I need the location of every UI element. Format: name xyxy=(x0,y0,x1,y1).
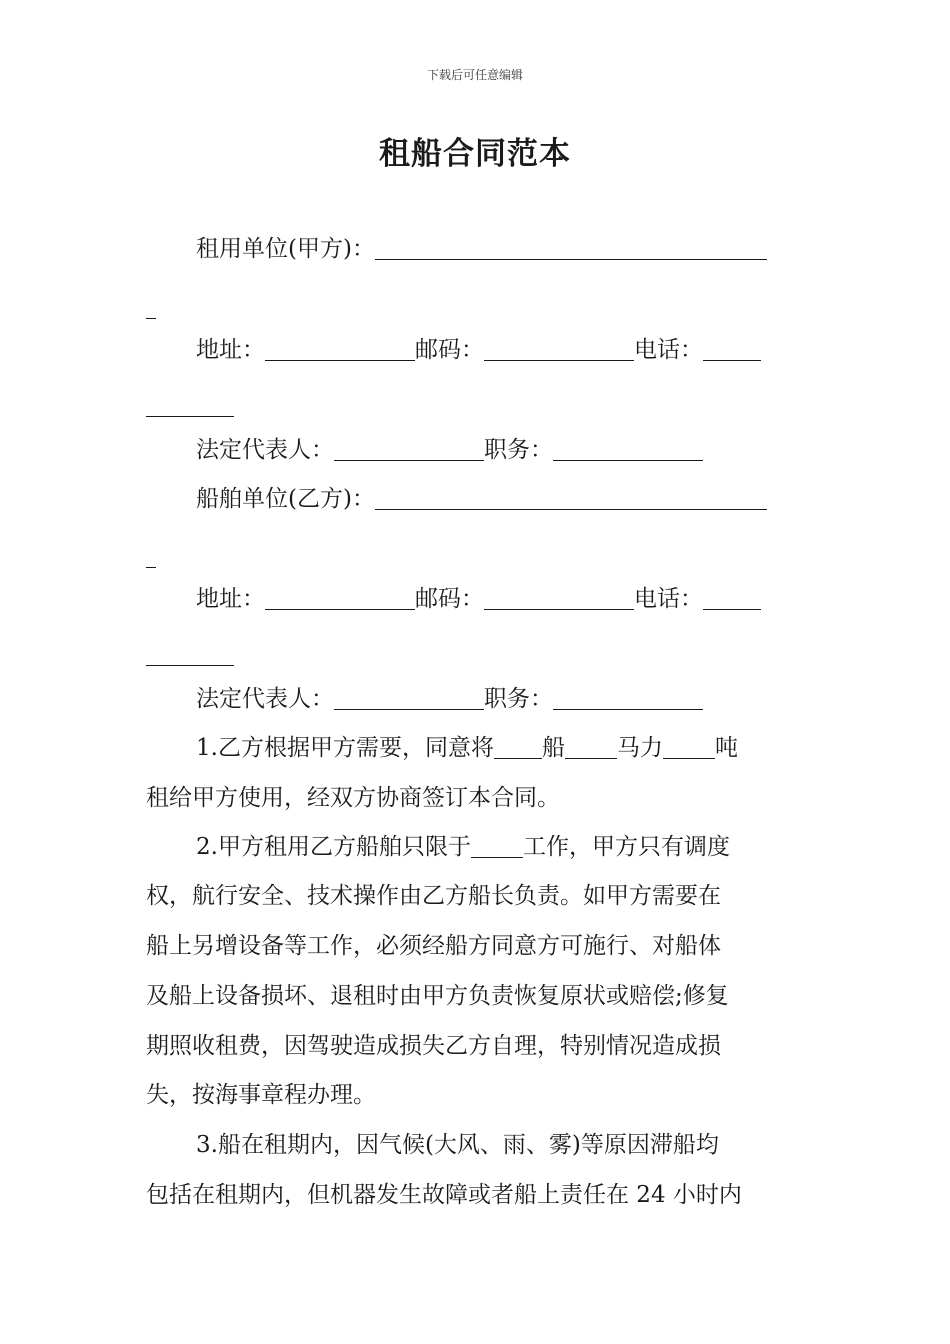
clause-2-line-1 xyxy=(196,827,810,867)
clause-2-line-4: 及船上设备损坏、退租时由甲方负责恢复原状或赔偿;修复 xyxy=(146,983,729,1009)
party-a-postcode-blank xyxy=(484,359,634,361)
party-b-position-blank xyxy=(553,708,703,710)
party-b-unit-label: 船舶单位(乙方)： xyxy=(196,486,375,512)
party-a-position-label: 职务： xyxy=(484,437,553,463)
party-a-unit-row xyxy=(196,229,810,269)
party-b-unit-blank-overflow xyxy=(146,566,156,568)
clause-1-text-3: 马力 xyxy=(616,735,663,761)
party-b-phone-label: 电话： xyxy=(634,586,703,612)
party-a-unit-blank xyxy=(375,258,767,260)
party-a-rep-row xyxy=(196,430,810,470)
clause-3-line-2: 包括在租期内，但机器发生故障或者船上责任在 24 小时内 xyxy=(146,1182,742,1208)
clause-2-line-5: 期照收租费，因驾驶造成损失乙方自理，特别情况造成损 xyxy=(146,1033,721,1059)
party-a-postcode-label: 邮码： xyxy=(415,337,484,363)
party-b-unit-blank xyxy=(375,508,767,510)
party-b-unit-overflow-row xyxy=(146,537,810,577)
clause-1-text-4: 吨 xyxy=(714,735,738,761)
party-a-address-blank xyxy=(265,359,415,361)
party-b-postcode-blank xyxy=(484,608,634,610)
party-b-position-label: 职务： xyxy=(484,686,553,712)
party-b-phone-blank-overflow xyxy=(146,664,234,666)
party-a-unit-blank-overflow xyxy=(146,317,156,319)
party-a-phone-label: 电话： xyxy=(634,337,703,363)
clause-2-text-1: 2.甲方租用乙方船舶只限于 xyxy=(196,834,471,860)
party-b-address-blank xyxy=(265,608,415,610)
clause-2-line-2: 权，航行安全、技术操作由乙方船长负责。如甲方需要在 xyxy=(146,883,721,909)
clause-1-line-1 xyxy=(196,728,810,768)
party-a-position-blank xyxy=(553,459,703,461)
party-b-unit-row xyxy=(196,479,810,519)
party-b-address-label: 地址： xyxy=(196,586,265,612)
clause-2-line-3: 船上另增设备等工作，必须经船方同意方可施行、对船体 xyxy=(146,933,721,959)
party-a-phone-blank xyxy=(703,359,761,361)
party-b-phone-overflow-row xyxy=(146,635,810,675)
party-a-rep-blank xyxy=(334,459,484,461)
header-note: 下载后可任意编辑 xyxy=(426,68,523,82)
document-title: 租船合同范本 xyxy=(379,136,571,172)
party-a-unit-overflow-row xyxy=(146,288,810,328)
party-a-phone-blank-overflow xyxy=(146,415,234,417)
party-b-rep-row xyxy=(196,679,810,719)
party-a-phone-overflow-row xyxy=(146,386,810,426)
clause-1-text-2: 船 xyxy=(541,735,565,761)
clause-2-work-blank xyxy=(471,856,523,858)
party-b-phone-blank xyxy=(703,608,761,610)
clause-1-horsepower-blank xyxy=(565,757,617,759)
clause-1-tonnage-blank xyxy=(663,757,715,759)
party-a-rep-label: 法定代表人： xyxy=(196,437,334,463)
clause-1-ship-blank xyxy=(494,757,542,759)
clause-2-line-6: 失，按海事章程办理。 xyxy=(146,1082,376,1108)
party-a-address-label: 地址： xyxy=(196,337,265,363)
clause-2-text-2: 工作，甲方只有调度 xyxy=(522,834,730,860)
party-b-contact-row xyxy=(196,579,810,619)
party-b-postcode-label: 邮码： xyxy=(415,586,484,612)
clause-1-text-1: 1.乙方根据甲方需要，同意将 xyxy=(196,735,494,761)
party-b-rep-blank xyxy=(334,708,484,710)
party-b-rep-label: 法定代表人： xyxy=(196,686,334,712)
clause-1-line-2: 租给甲方使用，经双方协商签订本合同。 xyxy=(146,785,560,811)
party-a-unit-label: 租用单位(甲方)： xyxy=(196,236,375,262)
party-a-contact-row xyxy=(196,330,810,370)
clause-3-line-1: 3.船在租期内，因气候(大风、雨、雾)等原因滞船均 xyxy=(196,1132,719,1158)
